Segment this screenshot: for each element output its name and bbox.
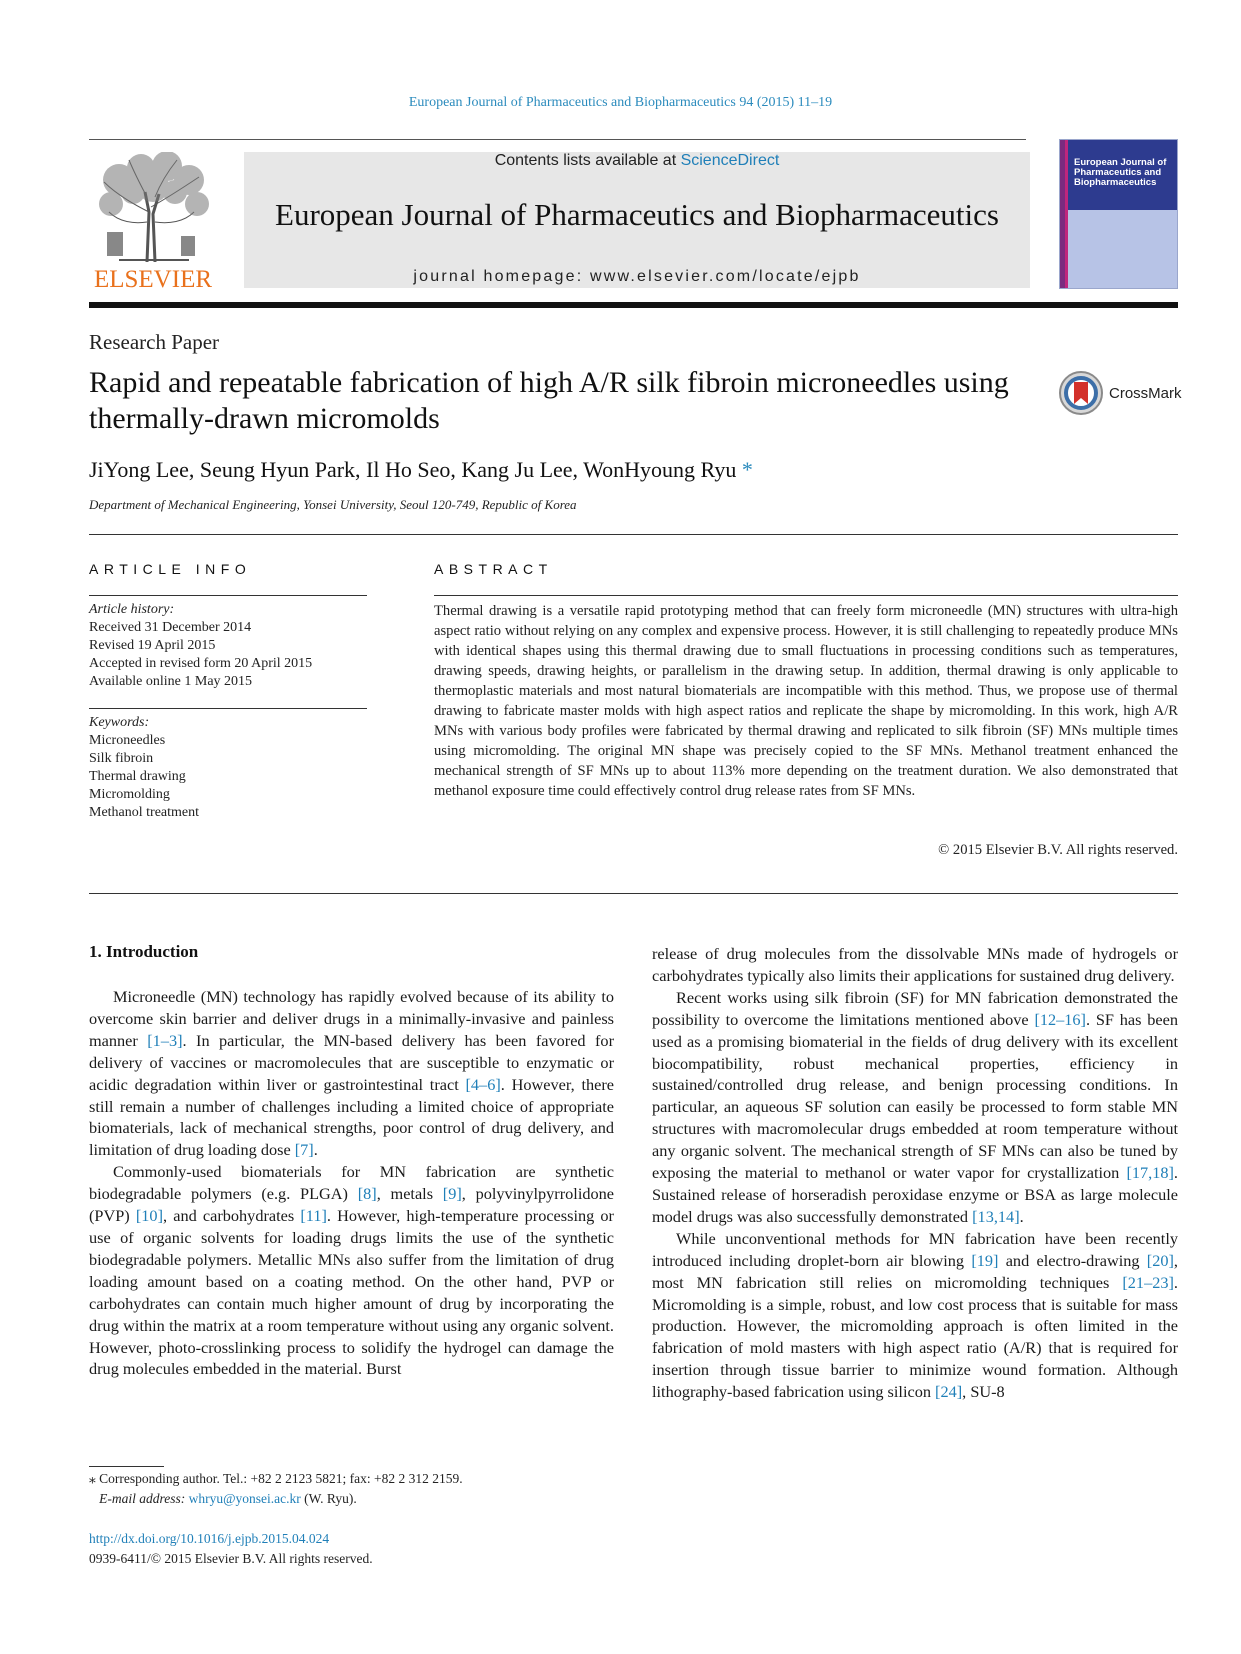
- paragraph: [652, 1228, 1178, 1403]
- reference-link[interactable]: [10]: [135, 1206, 163, 1226]
- text-run: and electro-drawing: [998, 1250, 1147, 1270]
- text-run: Microneedle (MN) technology has rapidly evolved because of its ability to overcome skin barrier and deliver drugs in a minimally-invasive and painless manner: [89, 987, 614, 1050]
- keywords-label: Keywords:: [89, 715, 150, 730]
- text-run: While unconventional methods for MN fabrication have been recently introduced including droplet-born air blowing: [652, 1228, 1178, 1270]
- text-run: , metals: [376, 1184, 443, 1204]
- affiliation: Department of Mechanical Engineering, Yonsei University, Seoul 120-749, Republic of Korea: [89, 497, 577, 512]
- doi-link[interactable]: http://dx.doi.org/10.1016/j.ejpb.2015.04.024: [89, 1531, 330, 1546]
- text-run: , SU-8: [962, 1382, 1005, 1402]
- reference-link[interactable]: [4–6]: [465, 1074, 501, 1094]
- text-run: .: [1019, 1206, 1024, 1226]
- text-run: . Micromolding is a simple, robust, and low cost process that is suitable for mass production. However, the micromolding approach is often limited in the fabrication of mold masters with high aspect ratio (A/R) that is required for insertion through tissue barrier to minimize wound formation. Although lithography-based fabrication using silicon: [652, 1272, 1178, 1402]
- keyword: Methanol treatment: [89, 805, 200, 820]
- crossmark-badge[interactable]: [1058, 370, 1188, 420]
- text-run: . SF has been used as a promising biomaterial in the fields of drug delivery with its excellent biocompatibility, robust mechanical properties, efficiency in sustained/controlled drug release, and benign processing conditions. In particular, an aqueous SF solution can easily be processed to form stable MN structures with macromolecular drugs embedded at room temperature without any organic solvent. The mechanical strength of SF MNs can also be tuned by exposing the material to methanol or water vapor for crystallization: [652, 1009, 1178, 1183]
- elsevier-wordmark: ELSEVIER: [93, 266, 213, 293]
- issn-line: 0939-6411/© 2015 Elsevier B.V. All rights reserved.: [89, 1551, 373, 1566]
- abstract-rule: [434, 595, 1178, 596]
- body-column-left: [89, 986, 614, 1380]
- contents-prefix: Contents lists available at: [494, 152, 681, 169]
- crossmark-icon: [1058, 370, 1104, 416]
- doi-block: [89, 1529, 373, 1569]
- reference-link[interactable]: [7]: [294, 1140, 314, 1160]
- text-run: . However, there still remain a number of challenges including a limited choice of appropriate biomaterials, lack of mechanical strengths, poor control of drug delivery, and limitation of drug loading dose: [89, 1074, 614, 1160]
- journal-homepage[interactable]: journal homepage: www.elsevier.com/locate/ejpb: [413, 268, 861, 285]
- history-label: Article history:: [89, 602, 175, 617]
- section-heading-introduction: 1. Introduction: [89, 942, 199, 961]
- text-run: , and carbohydrates: [163, 1206, 301, 1226]
- elsevier-logo: [89, 152, 217, 292]
- paper-title: Rapid and repeatable fabrication of high A/R silk fibroin microneedles using thermally-drawn micromolds: [89, 366, 1009, 435]
- text-run: . However, high-temperature processing or use of organic solvents for loading drugs limits the use of the synthetic biodegradable polymers. Metallic MNs also suffer from the limitation of drug loading amount based on a coating method. On the other hand, PVP or carbohydrates can contain much higher amount of drug by incorporating the drug within the matrix at a room temperature without using any organic solvent. However, photo-crosslinking process to solidify the hydrogel can damage the drug molecules embedded in the material. Burst: [89, 1206, 614, 1379]
- email-label: E-mail address:: [99, 1491, 189, 1506]
- cover-title: European Journal of Pharmaceutics and Biopharmaceutics: [1074, 157, 1167, 188]
- reference-link[interactable]: [17,18]: [1126, 1163, 1174, 1183]
- keywords-rule: [89, 708, 367, 709]
- corresponding-author-mark[interactable]: *: [741, 457, 753, 482]
- journal-masthead: [244, 152, 1030, 288]
- affiliation-rule: [89, 534, 1178, 535]
- paragraph: release of drug molecules from the dissolvable MNs made of hydrogels or carbohydrates typically also limits their applications for sustained drug delivery.: [652, 944, 1178, 985]
- crossmark-label: CrossMark: [1109, 385, 1182, 402]
- reference-link[interactable]: [19]: [971, 1250, 999, 1270]
- journal-citation[interactable]: [0, 95, 1241, 111]
- contents-line: [244, 152, 1030, 170]
- email-suffix: (W. Ryu).: [300, 1491, 357, 1506]
- email-link[interactable]: whryu@yonsei.ac.kr: [188, 1491, 301, 1506]
- authors-text: JiYong Lee, Seung Hyun Park, Il Ho Seo, Kang Ju Lee, WonHyoung Ryu: [89, 457, 737, 482]
- history-item: Accepted in revised form 20 April 2015: [89, 656, 313, 671]
- text-run: Commonly-used biomaterials for MN fabrication are synthetic biodegradable polymers (e.g. PLGA): [89, 1162, 614, 1204]
- reference-link[interactable]: [21–23]: [1122, 1272, 1174, 1292]
- body-column-right: [652, 943, 1178, 1403]
- paragraph: [89, 1161, 614, 1380]
- keyword: Silk fibroin: [89, 751, 154, 766]
- keyword: Micromolding: [89, 787, 170, 802]
- paragraph: [89, 986, 614, 1161]
- text-run: Recent works using silk fibroin (SF) for MN fabrication demonstrated the possibility to overcome the limitations mentioned above: [652, 987, 1178, 1029]
- elsevier-tree-icon: [89, 152, 217, 264]
- header-rule: [89, 139, 1026, 140]
- abstract-copyright: © 2015 Elsevier B.V. All rights reserved.: [938, 842, 1178, 858]
- abstract-end-rule: [89, 893, 1178, 894]
- journal-cover-thumbnail: [1059, 139, 1178, 289]
- article-history: [89, 601, 312, 691]
- article-info-rule: [89, 595, 367, 596]
- author-list: [89, 457, 753, 483]
- reference-link[interactable]: [13,14]: [972, 1206, 1020, 1226]
- history-item: Received 31 December 2014: [89, 620, 252, 635]
- history-item: Revised 19 April 2015: [89, 638, 216, 653]
- text-run: , polyvinylpyrrolidone (PVP): [89, 1184, 614, 1226]
- paragraph: [652, 987, 1178, 1228]
- text-run: . In particular, the MN-based delivery has been favored for delivery of vaccines or macromolecules that are susceptible to enzymatic or acidic degradation within liver or gastrointestinal tract: [89, 1030, 614, 1094]
- keywords: [89, 714, 199, 822]
- cover-stripe-accent: [1065, 140, 1068, 288]
- text-run: . Sustained release of horseradish peroxidase enzyme or BSA as large molecule model drugs was also successfully demonstrated: [652, 1163, 1178, 1226]
- email-note: [89, 1489, 463, 1509]
- masthead-rule: [89, 302, 1178, 308]
- sciencedirect-link[interactable]: ScienceDirect: [680, 152, 780, 169]
- paper-type: Research Paper: [89, 330, 220, 354]
- reference-link[interactable]: [8]: [357, 1184, 377, 1204]
- text-run: , most MN fabrication still relies on micromolding techniques: [652, 1250, 1178, 1292]
- reference-link[interactable]: [20]: [1146, 1250, 1174, 1270]
- citation-link[interactable]: European Journal of Pharmaceutics and Biopharmaceutics 94 (2015) 11–19: [408, 95, 833, 110]
- reference-link[interactable]: [12–16]: [1034, 1009, 1086, 1029]
- abstract-text: Thermal drawing is a versatile rapid prototyping method that can freely form microneedle (MN) structures with ultra-high aspect ratio without relying on any complex and expensive process. However, it is still challenging to repeatedly produce MNs with identical shapes using this thermal drawing due to small fluctuations in processing conditions such as temperatures, drawing speeds, drawing heights, or parallelism in the drawing setup. In addition, thermal drawing is only applicable to thermoplastic materials and most natural biomaterials are incompatible with this method. Thus, we propose use of thermal drawing to fabricate master molds with high aspect ratios and replicate the shape by micromolding. In this work, high A/R MNs with various body profiles were fabricated by thermal drawing and replicated to silk fibroin (SF) MNs multiple times using micromolding. The original MN shape was precisely copied to the SF MNs. Methanol treatment enhanced the mechanical strength of SF MNs up to about 113% more depending on the treatment duration. We also demonstrated that methanol exposure time could effectively control drug release rates from SF MNs.: [434, 603, 1178, 799]
- abstract-heading: ABSTRACT: [434, 561, 553, 577]
- corresponding-author-note: ⁎ Corresponding author. Tel.: +82 2 2123 5821; fax: +82 2 312 2159.: [89, 1471, 463, 1486]
- footnote-rule: [89, 1466, 164, 1467]
- journal-title: European Journal of Pharmaceutics and Biopharmaceutics: [275, 197, 999, 232]
- reference-link[interactable]: [11]: [300, 1206, 327, 1226]
- keyword: Thermal drawing: [89, 769, 186, 784]
- text-run: .: [313, 1140, 318, 1160]
- reference-link[interactable]: [24]: [935, 1382, 963, 1402]
- reference-link[interactable]: [9]: [442, 1184, 462, 1204]
- reference-link[interactable]: [1–3]: [147, 1030, 183, 1050]
- article-info-heading: ARTICLE INFO: [89, 561, 252, 577]
- keyword: Microneedles: [89, 733, 166, 748]
- footnote: [89, 1469, 463, 1509]
- history-item: Available online 1 May 2015: [89, 674, 253, 689]
